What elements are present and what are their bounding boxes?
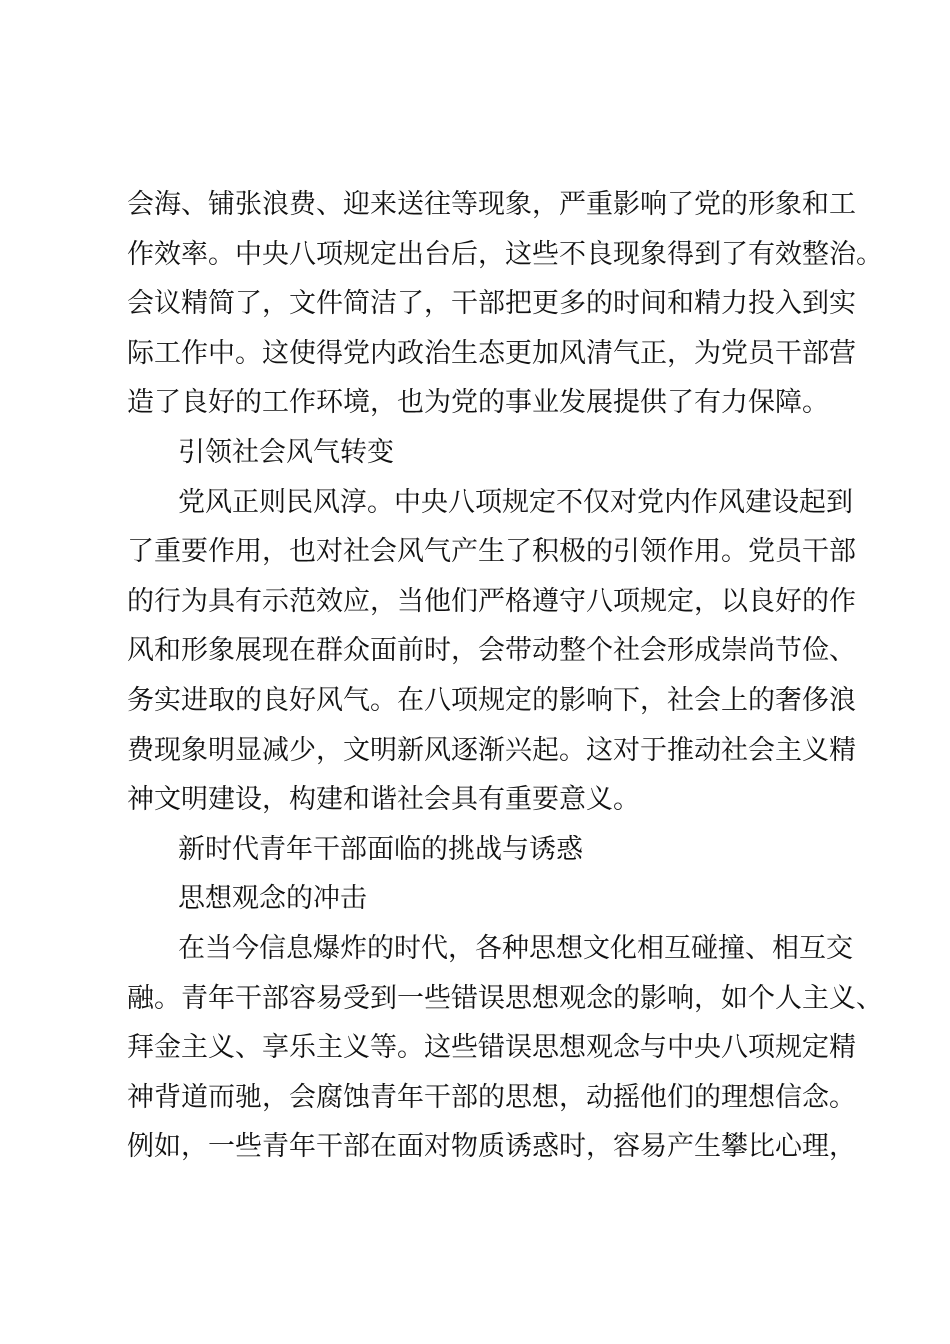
text-line: 新时代青年干部面临的挑战与诱惑 (178, 833, 583, 865)
document-body (127, 180, 883, 1172)
text-line: 例如，一些青年干部在面对物质诱惑时，容易产生攀比心理， (127, 1131, 856, 1163)
text-line: 风和形象展现在群众面前时，会带动整个社会形成崇尚节俭、 (127, 635, 856, 667)
text-line: 际工作中。这使得党内政治生态更加风清气正，为党员干部营 (127, 337, 856, 369)
text-line: 融。青年干部容易受到一些错误思想观念的影响，如个人主义、 (127, 982, 883, 1014)
text-line: 造了良好的工作环境，也为党的事业发展提供了有力保障。 (127, 387, 829, 419)
text-line: 了重要作用，也对社会风气产生了积极的引领作用。党员干部 (127, 536, 856, 568)
text-line: 神文明建设，构建和谐社会具有重要意义。 (127, 784, 640, 816)
text-line: 会海、铺张浪费、迎来送往等现象，严重影响了党的形象和工 (127, 189, 856, 220)
text-line: 神背道而驰，会腐蚀青年干部的思想，动摇他们的理想信念。 (127, 1081, 856, 1113)
text-line: 作效率。中央八项规定出台后，这些不良现象得到了有效整治。 (127, 238, 883, 270)
text-line: 会议精简了，文件简洁了，干部把更多的时间和精力投入到实 (127, 288, 856, 320)
text-line: 党风正则民风淳。中央八项规定不仅对党内作风建设起到 (178, 486, 853, 518)
text-line: 引领社会风气转变 (178, 436, 394, 468)
text-line: 费现象明显减少，文明新风逐渐兴起。这对于推动社会主义精 (127, 734, 856, 766)
text-line: 的行为具有示范效应，当他们严格遵守八项规定，以良好的作 (127, 585, 856, 617)
text-line: 思想观念的冲击 (178, 883, 367, 915)
text-line: 务实进取的良好风气。在八项规定的影响下，社会上的奢侈浪 (127, 684, 856, 716)
text-line: 拜金主义、享乐主义等。这些错误思想观念与中央八项规定精 (127, 1032, 856, 1064)
text-line: 在当今信息爆炸的时代，各种思想文化相互碰撞、相互交 (178, 932, 853, 964)
